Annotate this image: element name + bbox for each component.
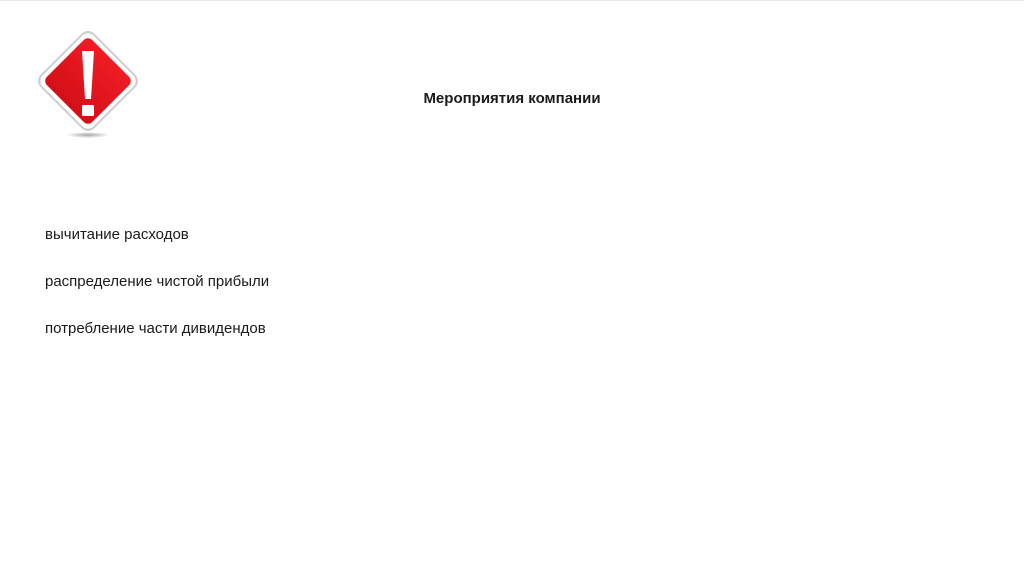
slide-title: Мероприятия компании bbox=[423, 90, 601, 107]
list-item: распределение чистой прибыли bbox=[45, 273, 270, 290]
warning-exclamation-icon bbox=[30, 23, 146, 141]
list-item: вычитание расходов bbox=[45, 226, 189, 243]
list-item: потребление части дивидендов bbox=[45, 320, 266, 337]
measures-list bbox=[45, 225, 269, 366]
